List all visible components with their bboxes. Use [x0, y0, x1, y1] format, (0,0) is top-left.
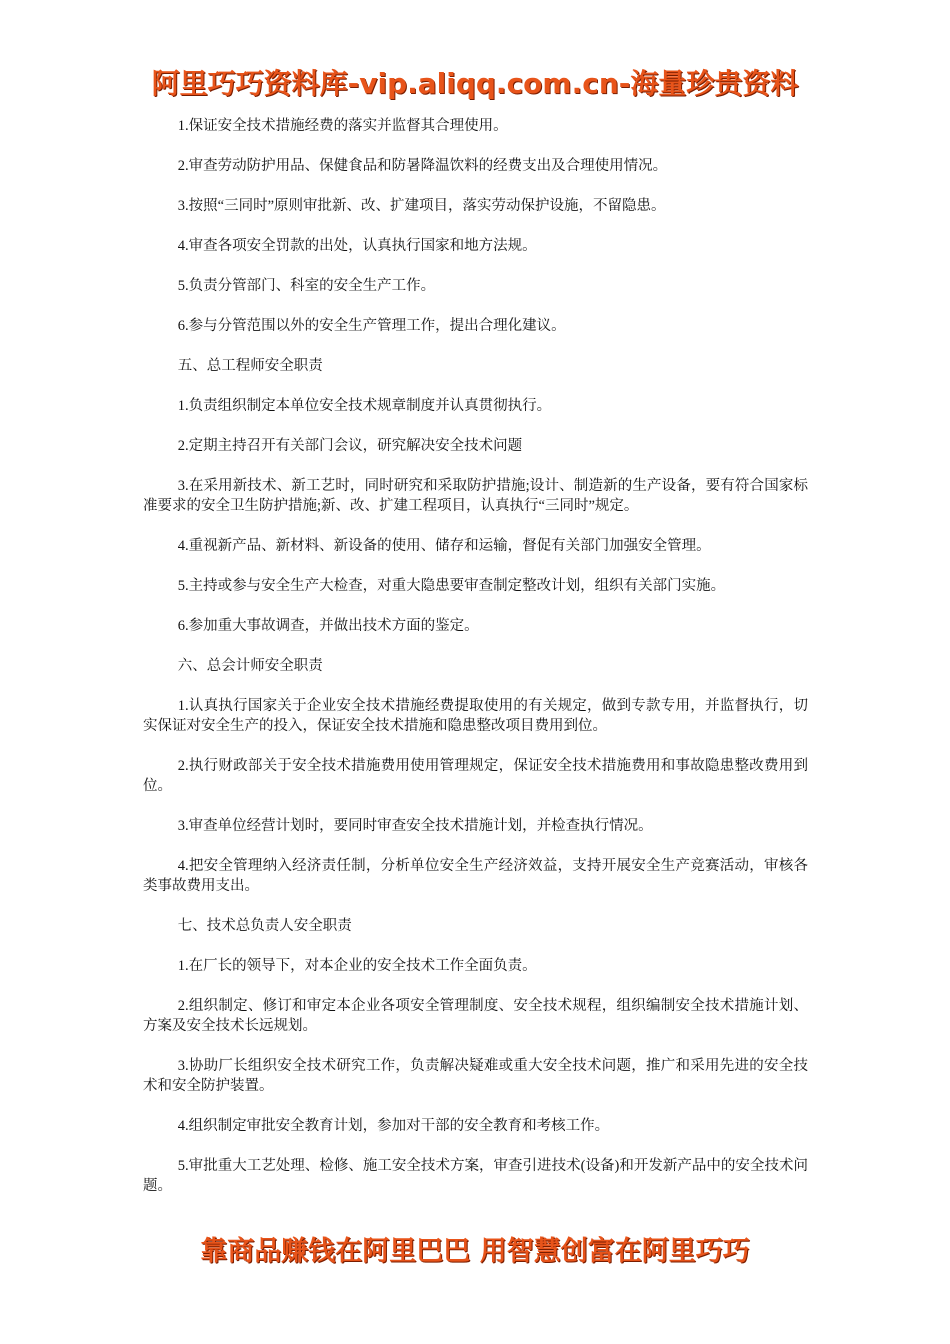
paragraph: 6.参加重大事故调查，并做出技术方面的鉴定。 — [177, 618, 479, 634]
footer-banner: 靠商品赚钱在阿里巴巴 用智慧创富在阿里巧巧 — [200, 1236, 750, 1267]
paragraph: 2.组织制定、修订和审定本企业各项安全管理制度、安全技术规程，组织编制安全技术措施计划、方案及安全技术长远规划。 — [143, 998, 808, 1034]
paragraph: 3.审查单位经营计划时，要同时审查安全技术措施计划，并检查执行情况。 — [177, 818, 653, 834]
paragraph: 6.参与分管范围以外的安全生产管理工作，提出合理化建议。 — [177, 318, 566, 334]
paragraph: 5.主持或参与安全生产大检查，对重大隐患要审查制定整改计划，组织有关部门实施。 — [177, 578, 726, 594]
paragraph: 4.重视新产品、新材料、新设备的使用、储存和运输，督促有关部门加强安全管理。 — [177, 538, 711, 554]
paragraph: 1.保证安全技术措施经费的落实并监督其合理使用。 — [177, 118, 508, 134]
paragraph: 1.认真执行国家关于企业安全技术措施经费提取使用的有关规定，做到专款专用，并监督执行，切实保证对安全生产的投入，保证安全技术措施和隐患整改项目费用到位。 — [143, 698, 808, 734]
paragraph: 5.审批重大工艺处理、检修、施工安全技术方案，审查引进技术(设备)和开发新产品中的安全技术问题。 — [143, 1158, 808, 1194]
paragraph: 2.定期主持召开有关部门会议，研究解决安全技术问题 — [177, 438, 523, 454]
header-banner: 阿里巧巧资料库-vip.aliqq.com.cn-海量珍贵资料 — [151, 67, 799, 100]
paragraph: 4.审查各项安全罚款的出处，认真执行国家和地方法规。 — [177, 238, 537, 254]
paragraph: 3.按照“三同时”原则审批新、改、扩建项目，落实劳动保护设施，不留隐患。 — [177, 198, 666, 214]
section-heading: 七、技术总负责人安全职责 — [177, 918, 352, 934]
section-heading: 六、总会计师安全职责 — [177, 658, 323, 674]
paragraph: 1.在厂长的领导下，对本企业的安全技术工作全面负责。 — [177, 958, 537, 974]
paragraph: 2.执行财政部关于安全技术措施费用使用管理规定，保证安全技术措施费用和事故隐患整改费用到位。 — [143, 758, 808, 794]
section-heading: 五、总工程师安全职责 — [177, 358, 323, 374]
paragraph: 1.负责组织制定本单位安全技术规章制度并认真贯彻执行。 — [177, 398, 552, 414]
paragraph: 3.在采用新技术、新工艺时，同时研究和采取防护措施;设计、制造新的生产设备，要有符合国家标准要求的安全卫生防护措施;新、改、扩建工程项目，认真执行“三同时”规定。 — [143, 478, 808, 514]
paragraph: 4.组织制定审批安全教育计划，参加对干部的安全教育和考核工作。 — [177, 1118, 610, 1134]
paragraph: 3.协助厂长组织安全技术研究工作，负责解决疑难或重大安全技术问题，推广和采用先进的安全技术和安全防护装置。 — [143, 1058, 808, 1094]
paragraph: 2.审查劳动防护用品、保健食品和防暑降温饮料的经费支出及合理使用情况。 — [177, 158, 668, 174]
paragraph: 5.负责分管部门、科室的安全生产工作。 — [177, 278, 436, 294]
paragraph: 4.把安全管理纳入经济责任制，分析单位安全生产经济效益，支持开展安全生产竞赛活动，审核各类事故费用支出。 — [143, 858, 808, 894]
document-body — [143, 116, 808, 1216]
